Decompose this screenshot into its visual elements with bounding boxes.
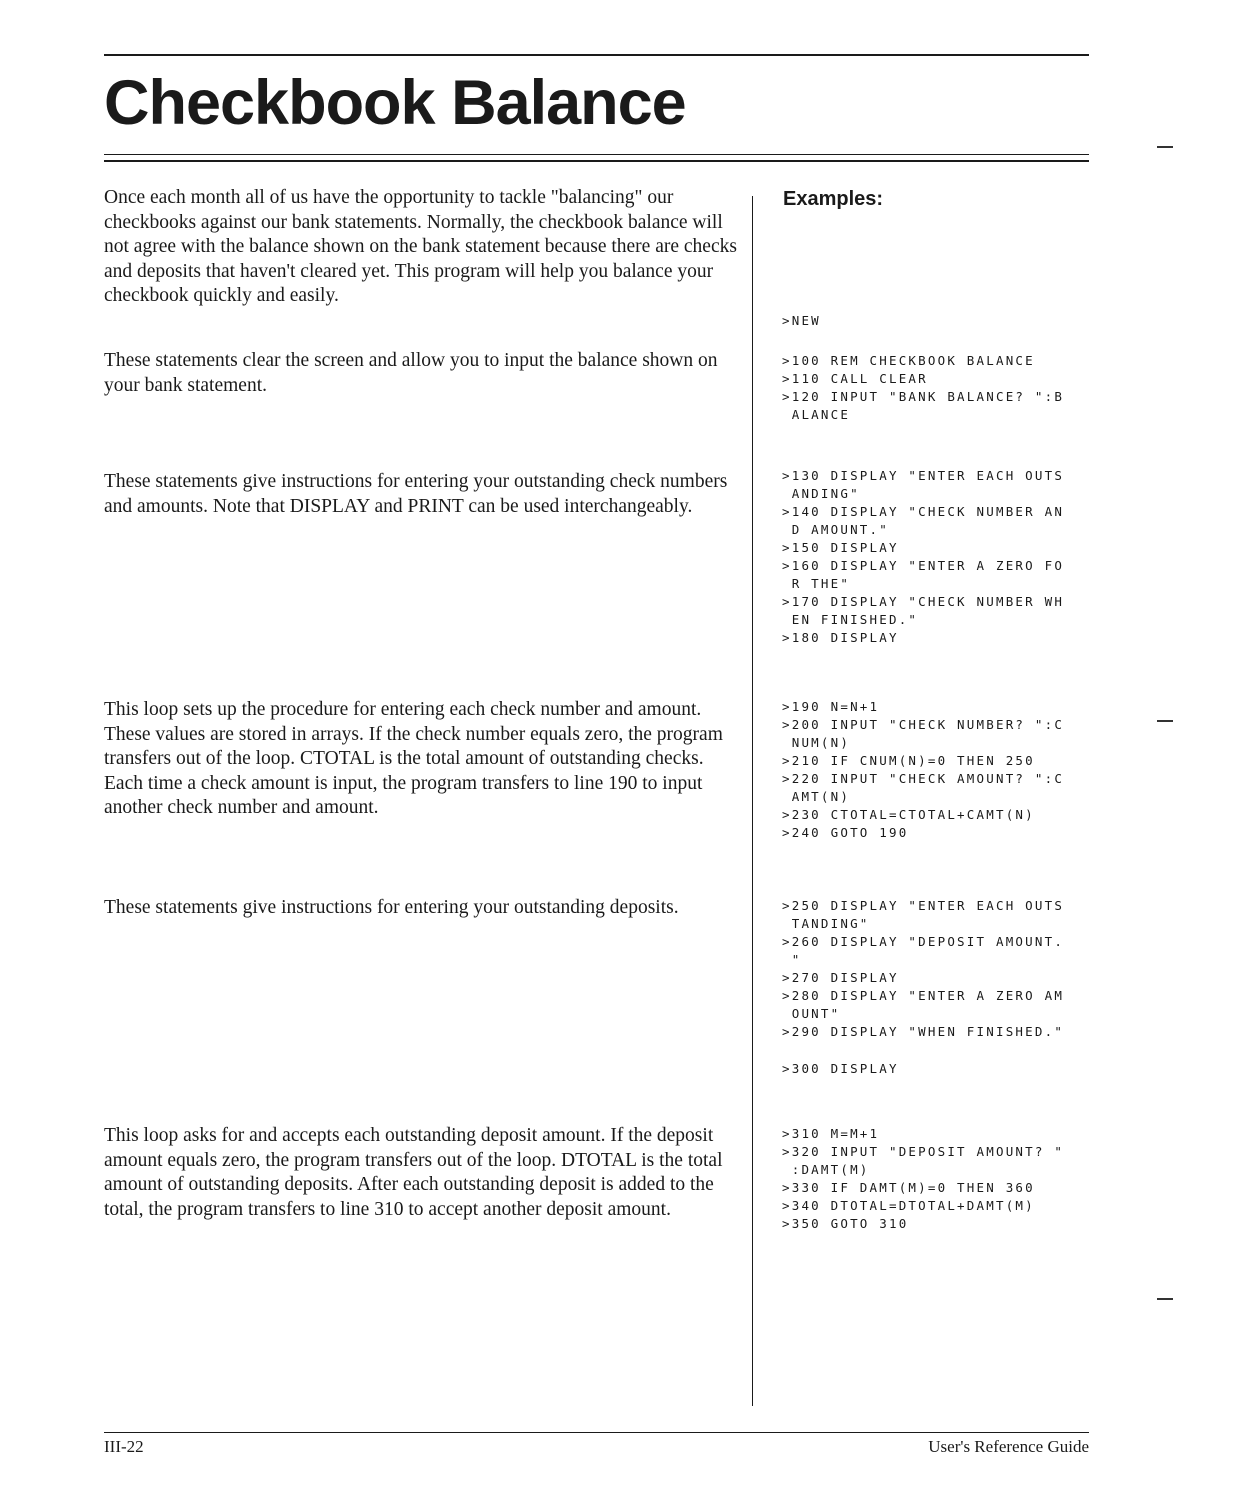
clear-screen-paragraph: These statements clear the screen and allow you to input the balance shown on your bank statement.	[104, 350, 718, 396]
code-block-new: >NEW	[782, 313, 821, 328]
top-rule	[104, 54, 1089, 56]
title-rule-thin	[104, 154, 1089, 155]
code-block-display: >300 DISPLAY	[782, 1061, 899, 1076]
code-block-check-instructions: >130 DISPLAY "ENTER EACH OUTS ANDING" >140 DISPLAY "CHECK NUMBER AN D AMOUNT." >150 DISPLAY >160 DISPLAY "ENTER A ZERO FO R THE" >170 DISPLAY "CHECK NUMBER WH EN FINISHED." >180 DISPLAY	[782, 468, 1065, 645]
deposit-loop-paragraph: This loop asks for and accepts each outstanding deposit amount. If the deposit amount equals zero, the program transfers out of the loop. DTOTAL is the total amount of outstanding deposits. After each outstanding deposit is added to the total, the program transfers to line 310 to accept another deposit amount.	[104, 1125, 723, 1220]
title-rule-thick	[104, 160, 1089, 162]
page-number: III-22	[104, 1437, 144, 1456]
code-block-deposit-instructions: >250 DISPLAY "ENTER EACH OUTS TANDING" >260 DISPLAY "DEPOSIT AMOUNT. " >270 DISPLAY >280 DISPLAY "ENTER A ZERO AM OUNT" >290 DISPLAY "WHEN FINISHED."	[782, 898, 1065, 1039]
footer-rule	[104, 1432, 1089, 1433]
check-instructions-paragraph: These statements give instructions for entering your outstanding check numbers and amounts. Note that DISPLAY and PRINT can be used interchangeably.	[104, 471, 728, 517]
code-block-bank-balance: >100 REM CHECKBOOK BALANCE >110 CALL CLEAR >120 INPUT "BANK BALANCE? ":B ALANCE	[782, 353, 1065, 422]
code-block-deposit-loop: >310 M=M+1 >320 INPUT "DEPOSIT AMOUNT? " :DAMT(M) >330 IF DAMT(M)=0 THEN 360 >340 DTOTAL=DTOTAL+DAMT(M) >350 GOTO 310	[782, 1126, 1065, 1231]
examples-heading: Examples:	[783, 188, 884, 210]
column-divider	[752, 196, 753, 1406]
code-block-check-loop: >190 N=N+1 >200 INPUT "CHECK NUMBER? ":C NUM(N) >210 IF CNUM(N)=0 THEN 250 >220 INPUT "CHECK AMOUNT? ":C AMT(N) >230 CTOTAL=CTOTAL+CAMT(N) >240 GOTO 190	[782, 699, 1065, 840]
intro-paragraph: Once each month all of us have the opportunity to tackle "balancing" our checkbooks against our bank statements. Normally, the checkbook balance will not agree with the balance shown on the bank statement because there are checks and deposits that haven't cleared yet. This program will help you balance your checkbook quickly and easily.	[104, 187, 737, 307]
margin-mark	[1157, 146, 1173, 148]
guide-name: User's Reference Guide	[928, 1437, 1089, 1456]
deposit-instructions-paragraph: These statements give instructions for entering your outstanding deposits.	[104, 897, 679, 918]
check-loop-paragraph: This loop sets up the procedure for entering each check number and amount. These values are stored in arrays. If the check number equals zero, the program transfers out of the loop. CTOTAL is the total amount of outstanding checks. Each time a check amount is input, the program transfers to line 190 to input another check number and amount.	[104, 699, 723, 819]
margin-mark	[1157, 1298, 1173, 1300]
margin-mark	[1157, 720, 1173, 722]
page-title: Checkbook Balance	[104, 68, 686, 138]
